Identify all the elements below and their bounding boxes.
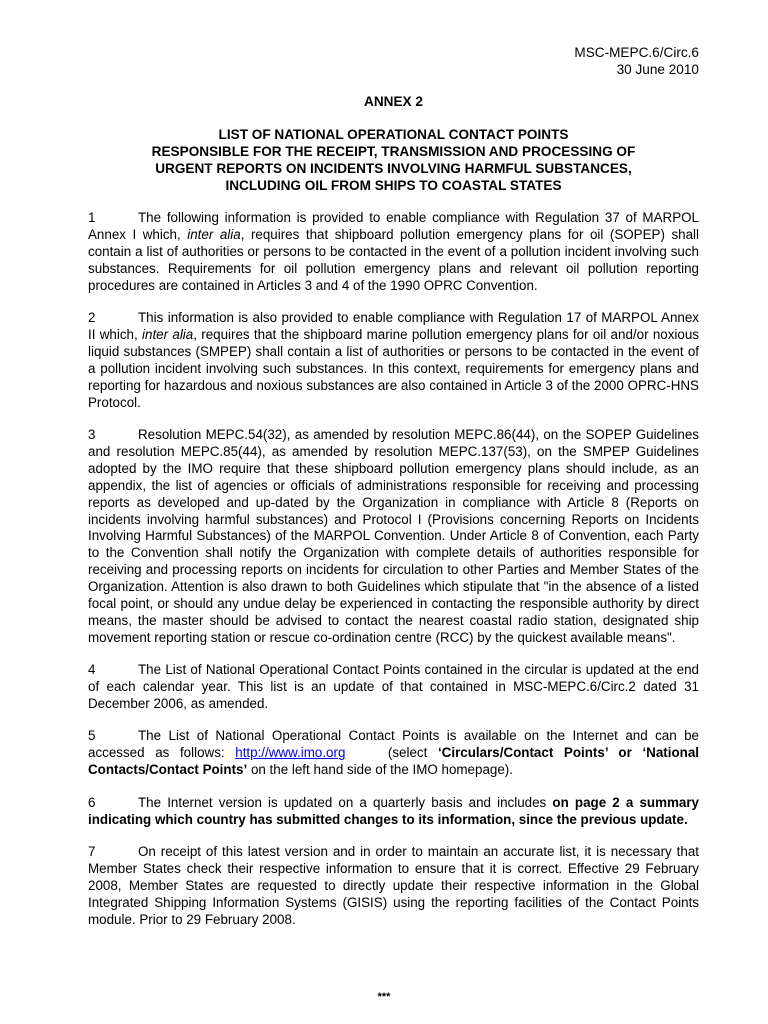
title-line: URGENT REPORTS ON INCIDENTS INVOLVING HARMFUL SUBSTANCES, [155, 161, 632, 176]
paragraph-5 [88, 728, 699, 779]
paragraph-6 [88, 795, 699, 829]
document-reference: MSC-MEPC.6/Circ.6 [574, 45, 699, 60]
paragraph-number: 6 [88, 794, 96, 810]
paragraph-3 [88, 427, 699, 647]
paragraph-text: The List of National Operational Contact Points is available on the Internet and can be accessed as follows: [88, 728, 699, 761]
title-line: LIST OF NATIONAL OPERATIONAL CONTACT POINTS [218, 127, 569, 142]
paragraph-number: 1 [88, 210, 96, 225]
paragraph-emphasis: inter alia [142, 326, 194, 342]
document-header [88, 44, 699, 78]
paragraph-text: The List of National Operational Contact Points contained in the circular is updated at the end of each calendar year. This list is an update of that contained in MSC-MEPC.6/Circ.2 dated 31 December 2006, as amended. [88, 662, 699, 712]
paragraph-number: 2 [88, 310, 96, 326]
paragraph-number: 3 [88, 426, 96, 442]
end-marker: *** [377, 991, 391, 1003]
paragraph-number: 4 [88, 662, 96, 678]
paragraph-bold: on page 2 a summary indicating which country has submitted changes to its information, since the previous update. [88, 794, 699, 827]
paragraph-text: (select [345, 745, 438, 761]
paragraph-text: , requires that the shipboard marine pollution emergency plans for oil and/or noxious liquid substances (SMPEP) shall contain a list of authorities or persons to be contacted in the event of a pollution incident involving such substances. In this context, requirements for emergency plans and reporting for hazardous and noxious substances are also contained in Article 3 of the 2000 OPRC-HNS Protocol. [88, 326, 699, 410]
paragraph-number: 7 [88, 844, 96, 859]
paragraph-text: This information is also provided to enable compliance with Regulation 17 of MARPOL Annex II which, [88, 310, 699, 342]
paragraph-1 [88, 210, 699, 295]
paragraph-2 [88, 310, 699, 411]
paragraph-emphasis: inter alia [187, 226, 241, 242]
paragraph-text: The following information is provided to enable compliance with Regulation 37 of MARPOL Annex I which, [88, 210, 699, 242]
paragraph-text: Resolution MEPC.54(32), as amended by resolution MEPC.86(44), on the SOPEP Guidelines and resolution MEPC.85(44), as amended by resolution MEPC.137(53), on the SMPEP Guidelines adopted by the IMO require that these shipboard pollution emergency plans should include, as an appendix, the list of agencies or officials of administrations responsible for receiving and processing reports as developed and up-dated by the Organization in compliance with Article 8 (Reports on incidents involving harmful substances) and Protocol I (Provisions concerning Reports on Incidents Involving Harmful Substances) of the MARPOL Convention. Under Article 8 of Convention, each Party to the Convention shall notify the Organization with complete details of authorities responsible for receiving and processing reports on incidents for circulation to other Parties and Member States of the Organization. Attention is also drawn to both Guidelines which stipulate that "in the absence of a listed focal point, or should any undue delay be experienced in contacting the responsible authority by direct means, the master should be advised to contact the nearest coastal radio station, designated ship movement reporting station or rescue co-ordination centre (RCC) by the quickest available means". [88, 426, 699, 645]
annex-heading: ANNEX 2 [364, 94, 423, 109]
paragraph-text: , requires that shipboard pollution emergency plans for oil (SOPEP) shall contain a list of authorities or persons to be contacted in the event of a pollution incident involving such substances. Requirements for oil pollution emergency plans and relevant oil pollution reporting procedures are contained in Articles 3 and 4 of the 1990 OPRC Convention. [88, 226, 699, 293]
paragraph-text: The Internet version is updated on a quarterly basis and includes [138, 794, 553, 810]
document-title [88, 126, 699, 194]
paragraph-number: 5 [88, 728, 96, 744]
paragraph-4 [88, 662, 699, 713]
document-date: 30 June 2010 [616, 62, 699, 77]
imo-website-link[interactable]: http://www.imo.org [235, 745, 346, 761]
paragraph-7 [88, 844, 699, 929]
paragraph-text: on the left hand side of the IMO homepage). [247, 762, 513, 778]
paragraph-text: On receipt of this latest version and in order to maintain an accurate list, it is necessary that Member States check their respective information to ensure that it is correct. Effective 29 February 2008, Member States are requested to directly update their respective information in the Global Integrated Shipping Information Systems (GISIS) using the reporting facilities of the Contact Points module. Prior to 29 February 2008. [88, 844, 699, 927]
title-line: INCLUDING OIL FROM SHIPS TO COASTAL STATES [225, 178, 562, 193]
paragraph-bold: ‘Circulars/Contact Points’ or ‘National Contacts/Contact Points’ [88, 745, 699, 778]
title-line: RESPONSIBLE FOR THE RECEIPT, TRANSMISSION AND PROCESSING OF [151, 144, 636, 159]
